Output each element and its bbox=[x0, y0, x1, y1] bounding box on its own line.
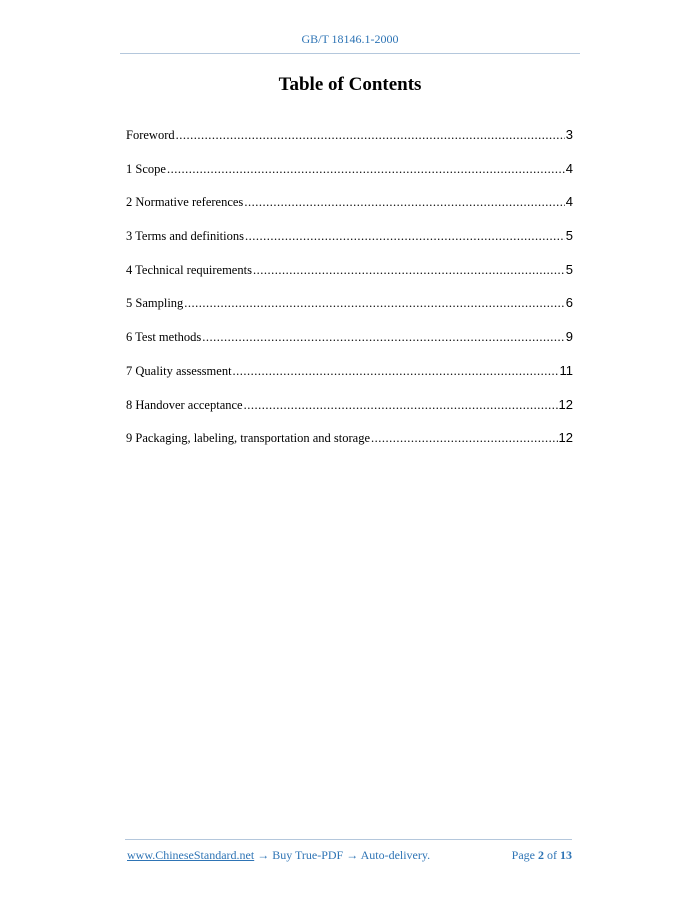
website-link[interactable]: www.ChineseStandard.net bbox=[127, 848, 255, 862]
page-footer bbox=[127, 848, 572, 863]
toc-entry-label: 4 Technical requirements bbox=[126, 262, 252, 277]
page-current: 2 bbox=[538, 848, 544, 862]
toc-entry-label: 8 Handover acceptance bbox=[126, 397, 243, 412]
toc-entry-terms-and-definitions[interactable] bbox=[126, 228, 573, 262]
toc-entry-normative-references[interactable] bbox=[126, 194, 573, 228]
toc-entry-label: 5 Sampling bbox=[126, 296, 184, 311]
toc-entry-sampling[interactable] bbox=[126, 295, 573, 329]
toc-entry-technical-requirements[interactable] bbox=[126, 262, 573, 296]
toc-entry-page: 3 bbox=[565, 127, 573, 142]
footer-divider bbox=[125, 839, 572, 840]
dot-leader bbox=[244, 195, 564, 210]
toc-entry-page: 4 bbox=[565, 160, 573, 176]
dot-leader bbox=[371, 431, 558, 446]
toc-entry-page: 6 bbox=[565, 295, 573, 311]
toc-entry-page: 12 bbox=[558, 430, 573, 446]
dot-leader bbox=[233, 364, 559, 379]
toc-entry-label: 2 Normative references bbox=[126, 195, 244, 210]
toc-entry-label: Foreword bbox=[126, 128, 175, 142]
header-divider bbox=[120, 53, 580, 54]
toc-entry-page: 11 bbox=[559, 362, 573, 378]
toc-entry-handover-acceptance[interactable] bbox=[126, 397, 573, 431]
toc-entry-page: 9 bbox=[565, 329, 573, 345]
running-header: GB/T 18146.1-2000 bbox=[301, 32, 399, 46]
toc-entry-scope[interactable] bbox=[126, 161, 573, 195]
dot-leader bbox=[244, 398, 558, 413]
page-total: 13 bbox=[560, 848, 572, 862]
toc-entry-label: 6 Test methods bbox=[126, 330, 202, 345]
dot-leader bbox=[167, 162, 565, 177]
toc-entry-label: 3 Terms and definitions bbox=[126, 229, 244, 244]
footer-promo bbox=[127, 848, 430, 863]
toc-entry-label: 9 Packaging, labeling, transportation and storage bbox=[126, 431, 371, 446]
toc-entry-label: 7 Quality assessment bbox=[126, 363, 232, 378]
dot-leader bbox=[245, 229, 565, 244]
toc-entry-page: 5 bbox=[565, 261, 573, 277]
dot-leader bbox=[253, 263, 565, 278]
table-of-contents bbox=[126, 127, 573, 464]
page-prefix: Page bbox=[511, 848, 535, 862]
toc-entry-test-methods[interactable] bbox=[126, 329, 573, 363]
toc-entry-page: 4 bbox=[565, 194, 573, 210]
footer-tagline: → Buy True-PDF → Auto-delivery. bbox=[254, 848, 431, 862]
dot-leader bbox=[176, 128, 565, 143]
page-title: Table of Contents bbox=[278, 74, 422, 95]
toc-entry-quality-assessment[interactable] bbox=[126, 363, 573, 397]
toc-entry-page: 12 bbox=[558, 396, 573, 412]
toc-entry-packaging[interactable] bbox=[126, 430, 573, 464]
toc-entry-foreword[interactable] bbox=[126, 127, 573, 161]
page-number bbox=[512, 848, 572, 863]
dot-leader bbox=[184, 296, 564, 311]
dot-leader bbox=[202, 330, 564, 345]
page-of: of bbox=[547, 848, 557, 862]
toc-entry-label: 1 Scope bbox=[126, 161, 166, 176]
toc-entry-page: 5 bbox=[565, 228, 573, 244]
